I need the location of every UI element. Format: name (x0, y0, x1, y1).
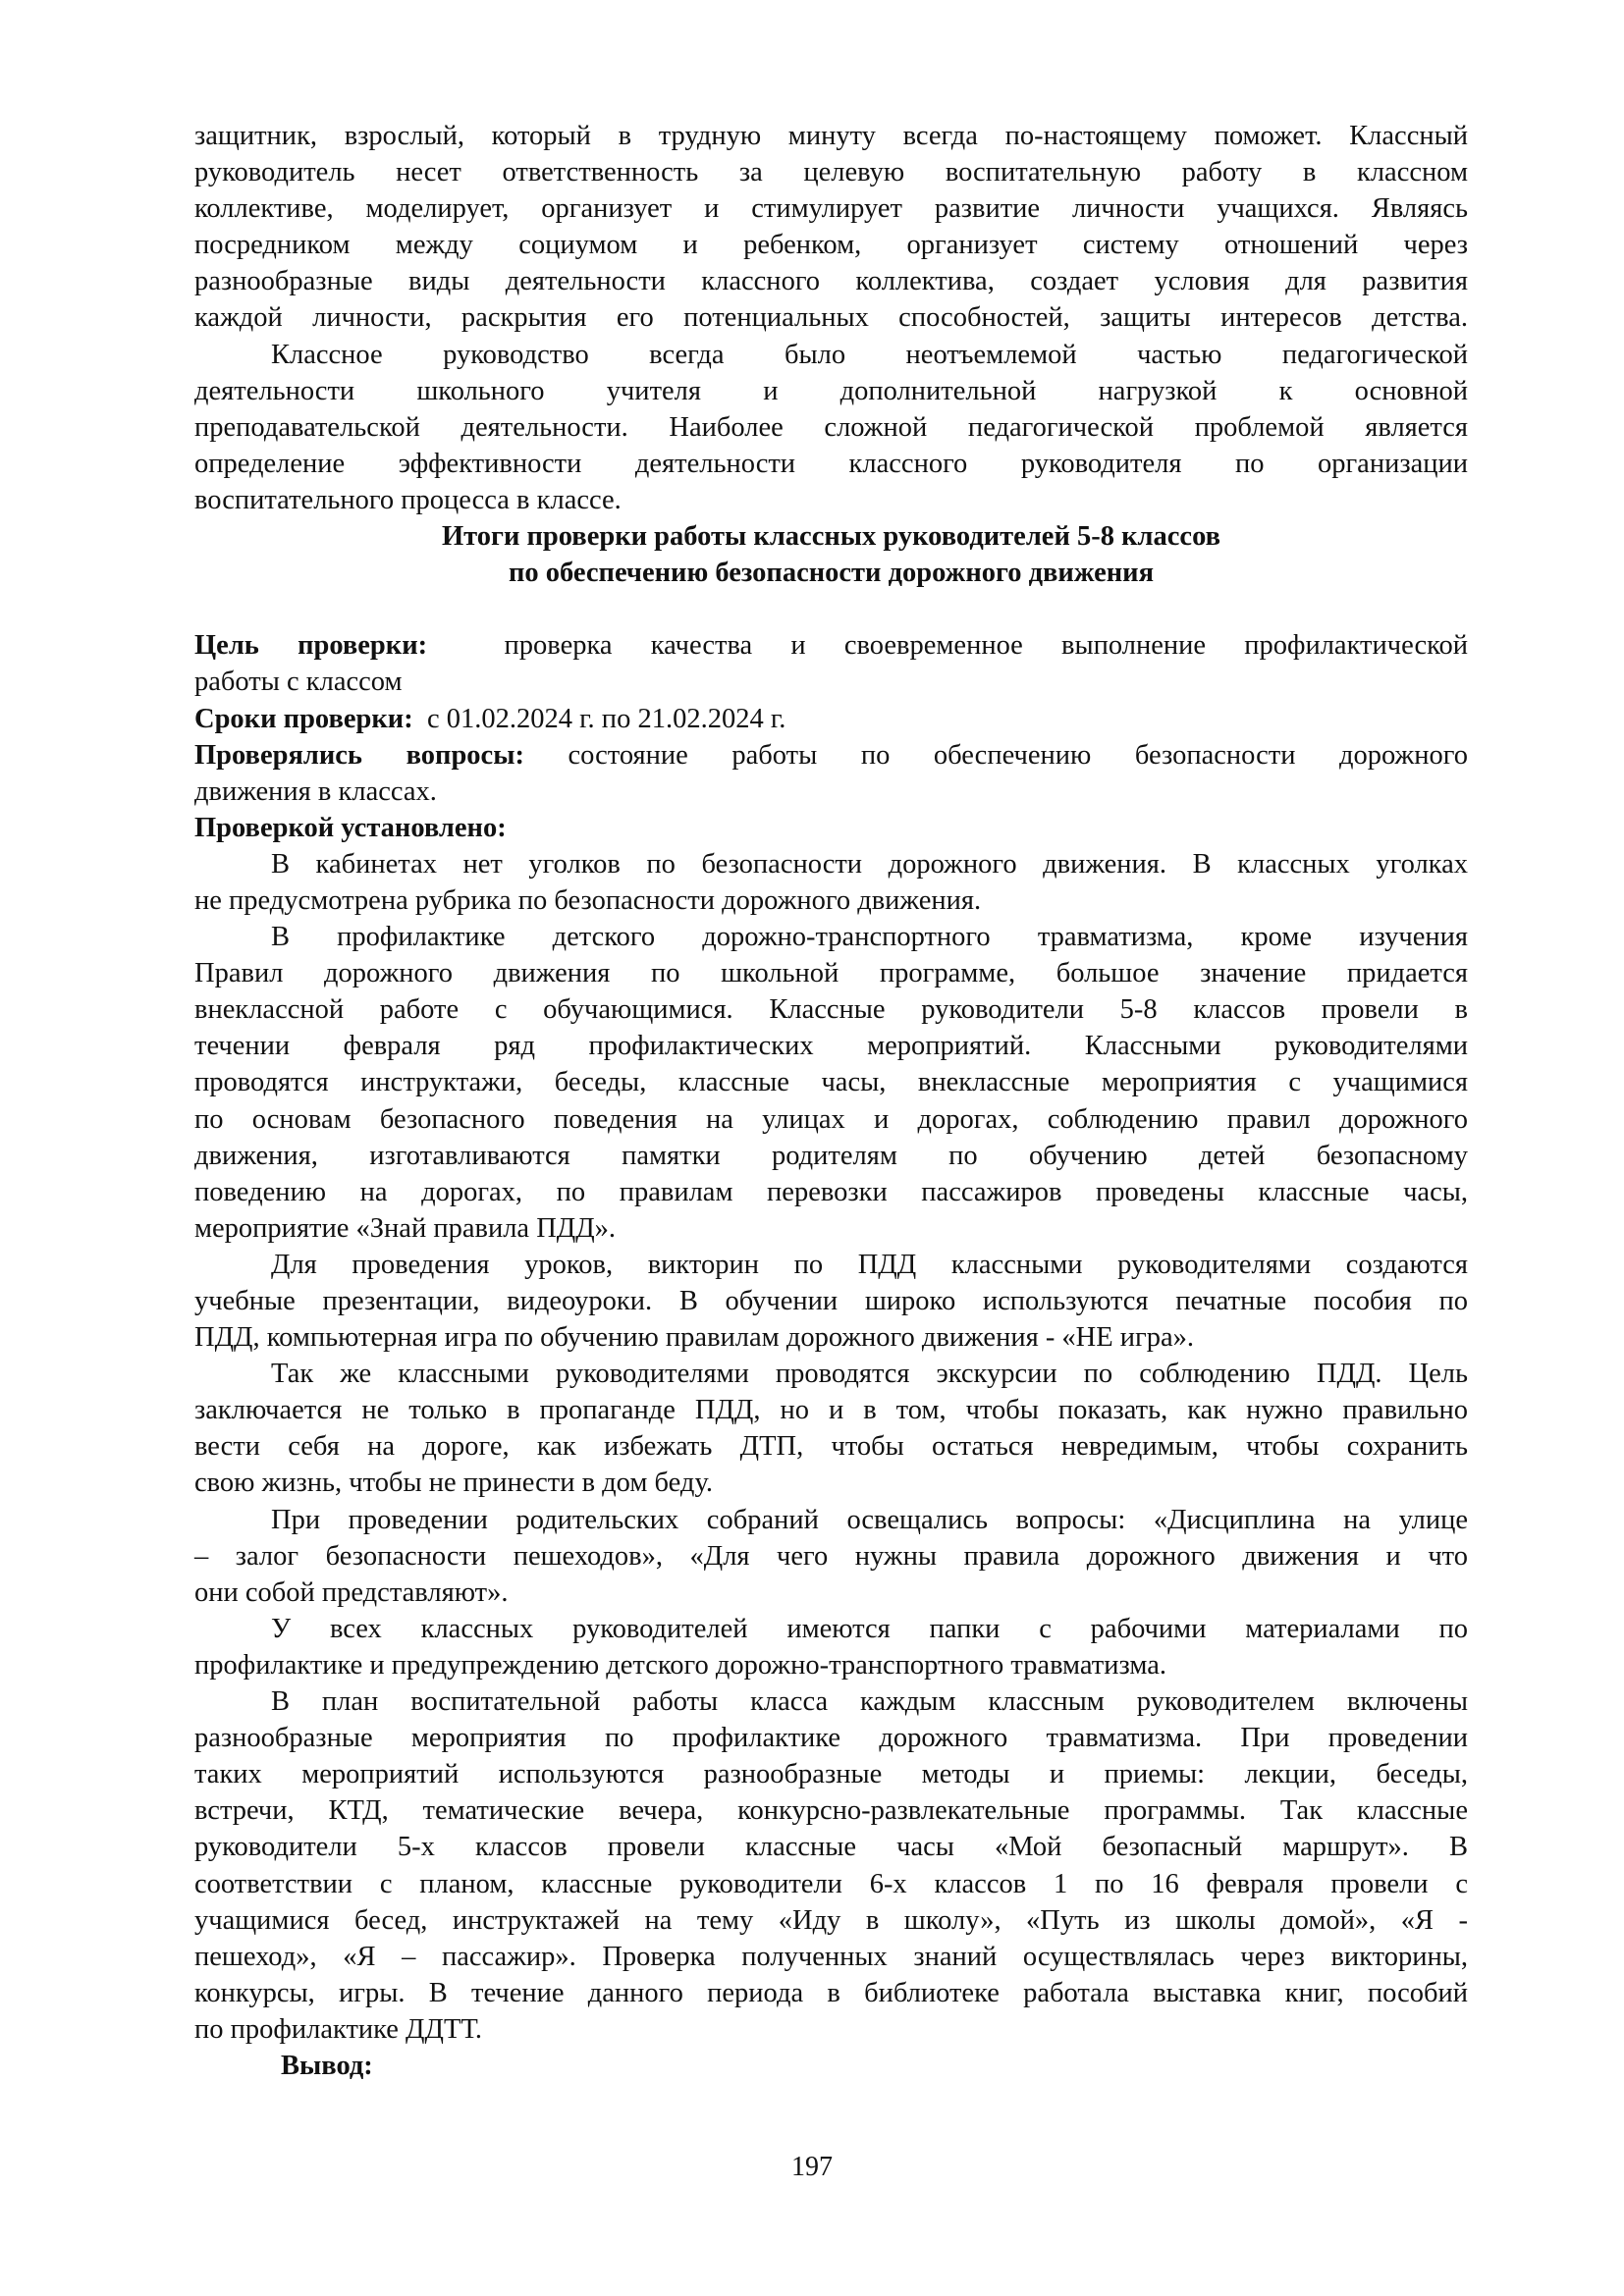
text-line: учащимися бесед, инструктажей на тему «Иду в школу», «Путь из школы домой», «Я - (194, 1904, 1468, 1936)
paragraph-lessons (194, 1247, 1468, 1356)
text-line: руководитель несет ответственность за целевую воспитательную работу в классном (194, 157, 1468, 188)
goal-field (194, 627, 1468, 700)
text-line: разнообразные мероприятия по профилактике дорожного травматизма. При проведении (194, 1723, 1468, 1754)
terms-label: Сроки проверки: (194, 703, 413, 734)
established-label: Проверкой установлено: (194, 812, 507, 843)
paragraph-intro (194, 118, 1468, 337)
terms-field (194, 701, 1468, 737)
text-line: ПДД, компьютерная игра по обучению правилам дорожного движения - «НЕ игра». (194, 1322, 1195, 1354)
questions-field (194, 737, 1468, 810)
text-line: заключается не только в пропаганде ПДД, но и в том, чтобы показать, как нужно правильно (194, 1395, 1468, 1426)
text-line: профилактике и предупреждению детского дорожно-транспортного травматизма. (194, 1649, 1166, 1681)
text-line: соответствии с планом, классные руководители 6-х классов 1 по 16 февраля провели с (194, 1868, 1468, 1899)
text-line (194, 627, 1468, 664)
text-line: воспитательного процесса в классе. (194, 484, 622, 515)
document-page (194, 118, 1468, 2084)
heading-line: по обеспечению безопасности дорожного движения (508, 558, 1155, 589)
text-line: В профилактике детского дорожно-транспортного травматизма, кроме изучения (271, 922, 1468, 953)
text-line (194, 737, 1468, 774)
text-line: руководители 5-х классов провели классные часы «Мой безопасный маршрут». В (194, 1832, 1468, 1863)
text-line: работы с классом (194, 667, 403, 698)
text-line: – залог безопасности пешеходов», «Для чего нужны правила дорожного движения и что (194, 1540, 1468, 1572)
text-line: защитник, взрослый, который в трудную минуту всегда по-настоящему поможет. Классный (194, 121, 1468, 151)
text-line: по профилактике ДДТТ. (194, 2013, 483, 2045)
text-line: Так же классными руководителями проводятся экскурсии по соблюдению ПДД. Цель (271, 1359, 1468, 1390)
text-line: У всех классных руководителей имеются папки с рабочими материалами по (271, 1613, 1468, 1644)
goal-label: Цель проверки: (194, 630, 428, 662)
text-line: проводятся инструктажи, беседы, классные часы, внеклассные мероприятия с учащимися (194, 1067, 1468, 1098)
paragraph-parent-meetings (194, 1502, 1468, 1611)
text-line: не предусмотрена рубрика по безопасности дорожного движения. (194, 884, 982, 916)
section-heading (194, 518, 1468, 591)
text-line: каждой личности, раскрытия его потенциальных способностей, защиты интересов детства. (194, 302, 1468, 334)
terms-value: с 01.02.2024 г. по 21.02.2024 г. (426, 703, 786, 734)
text-line: Для проведения уроков, викторин по ПДД классными руководителями создаются (271, 1249, 1468, 1280)
heading-line: Итоги проверки работы классных руководителей 5-8 классов (441, 521, 1221, 553)
text-line: В план воспитательной работы класса каждым классным руководителем включены (271, 1686, 1468, 1718)
text-line: движения в классах. (194, 775, 437, 807)
text-line: встречи, КТД, тематические вечера, конкурсно-развлекательные программы. Так классные (194, 1795, 1468, 1827)
questions-label: Проверялись вопросы: (194, 739, 524, 771)
text-line: конкурсы, игры. В течение данного периода в библиотеке работала выставка книг, пособий (194, 1977, 1468, 2008)
text-line: В кабинетах нет уголков по безопасности дорожного движения. В классных уголках (271, 848, 1468, 880)
text-line: Классное руководство всегда было неотъемлемой частью педагогической (271, 339, 1468, 370)
text-line: свою жизнь, чтобы не принести в дом беду. (194, 1468, 713, 1499)
paragraph-class-leadership (194, 337, 1468, 518)
text-line: определение эффективности деятельности классного руководителя по организации (194, 448, 1468, 479)
text-line: течении февраля ряд профилактических мероприятий. Классными руководителями (194, 1031, 1468, 1062)
blank-line (194, 591, 1468, 627)
text-line: таких мероприятий используются разнообразные методы и приемы: лекции, беседы, (194, 1759, 1468, 1790)
paragraph-excursions (194, 1356, 1468, 1501)
text-line: внеклассной работе с обучающимися. Классные руководители 5-8 классов провели в (194, 994, 1468, 1026)
text-line: вести себя на дороге, как избежать ДТП, чтобы остаться невредимым, чтобы сохранить (194, 1431, 1468, 1463)
text-line: движения, изготавливаются памятки родителям по обучению детей безопасному (194, 1140, 1468, 1171)
goal-value: проверка качества и своевременное выполнение профилактической (504, 630, 1469, 662)
text-line: деятельности школьного учителя и дополнительной нагрузкой к основной (194, 375, 1468, 406)
paragraph-corners (194, 846, 1468, 919)
text-line: Правил дорожного движения по школьной программе, большое значение придается (194, 958, 1468, 989)
text-line: мероприятие «Знай правила ПДД». (194, 1212, 617, 1244)
text-line: учебные презентации, видеоуроки. В обучении широко используются печатные пособия по (194, 1286, 1468, 1316)
text-line: поведению на дорогах, по правилам перевозки пассажиров проведены классные часы, (194, 1176, 1468, 1207)
page-number: 197 (791, 2152, 833, 2182)
text-line: пешеход», «Я – пассажир». Проверка полученных знаний осуществлялась через викторины, (194, 1941, 1468, 1972)
text-line: коллективе, моделирует, организует и стимулирует развитие личности учащихся. Являясь (194, 193, 1468, 225)
text-line: При проведении родительских собраний освещались вопросы: «Дисциплина на улице (271, 1504, 1468, 1535)
paragraph-plan (194, 1683, 1468, 2048)
text-line: разнообразные виды деятельности классного коллектива, создает условия для развития (194, 266, 1468, 297)
text-line: посредником между социумом и ребенком, организует систему отношений через (194, 230, 1468, 261)
paragraph-prevention (194, 919, 1468, 1247)
text-line: по основам безопасного поведения на улицах и дорогах, соблюдению правил дорожного (194, 1103, 1468, 1135)
paragraph-folders (194, 1611, 1468, 1683)
text-line: они собой представляют». (194, 1576, 509, 1608)
questions-value: состояние работы по обеспечению безопасности дорожного (568, 739, 1468, 771)
text-line: преподавательской деятельности. Наиболее сложной педагогической проблемой является (194, 411, 1468, 443)
conclusion-label: Вывод: (281, 2050, 373, 2081)
